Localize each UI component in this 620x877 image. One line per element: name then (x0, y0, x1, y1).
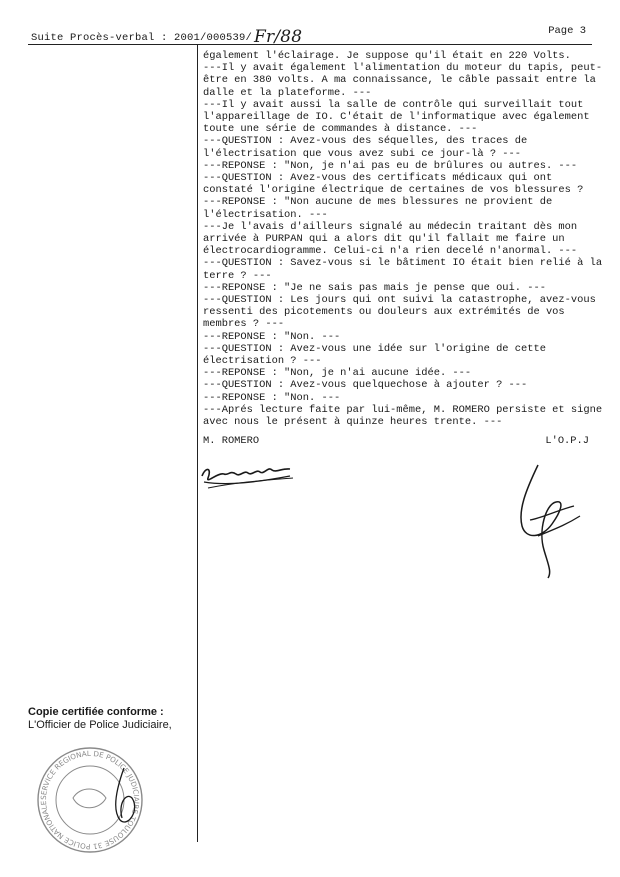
deposition-text (203, 50, 608, 428)
text-line: ---QUESTION : Savez-vous si le bâtiment IO était bien relié à la (203, 257, 603, 270)
deponent-signature (198, 452, 298, 492)
margin-rule (197, 44, 198, 842)
handwritten-reference: Fr/88 (254, 27, 303, 47)
text-line: ---REPONSE : "Non, je n'ai aucune idée. --- (203, 367, 472, 380)
certification-block (28, 706, 172, 732)
text-line: dalle et la plateforme. --- (203, 86, 372, 99)
text-line: ---QUESTION : Avez-vous des certificats médicaux qui ont (203, 172, 553, 185)
police-stamp (28, 740, 168, 860)
text-line: ---QUESTION : Avez-vous une idée sur l'origine de cette (203, 342, 546, 355)
text-line: être en 380 volts. A ma connaissance, le câble passait entre la (203, 74, 596, 87)
text-line: également l'éclairage. Je suppose qu'il était en 220 Volts. (203, 50, 571, 62)
text-line: l'appareillage de IO. C'était de l'informatique avec également (203, 111, 590, 124)
header-rule (28, 44, 592, 45)
signatory-officer: L'O.P.J (545, 435, 589, 447)
text-line: ---QUESTION : Avez-vous quelquechose à ajouter ? --- (203, 379, 528, 392)
text-line: avec nous le présent à quinze heures trente. --- (203, 416, 503, 429)
pv-reference (31, 25, 302, 45)
text-line: ---Il y avait également l'alimentation du moteur du tapis, peut- (203, 62, 603, 75)
text-line: ---REPONSE : "Non. --- (203, 330, 341, 343)
stamp-text: SERVICE REGIONAL DE POLICE JUDICIAIRE TOULOUSE 31 POLICE NATIONALE (38, 748, 142, 852)
text-line: ressenti des picotements ou douleurs aux extrémités de vos (203, 306, 565, 319)
text-line: constaté l'origine électrique de certaines de vos blessures ? (203, 184, 584, 197)
text-line: ---REPONSE : "Non, je n'ai pas eu de brûlures ou autres. --- (203, 159, 578, 172)
signatory-deponent: M. ROMERO (203, 435, 260, 447)
certification-title: Copie certifiée conforme : (28, 706, 164, 718)
text-line: arrivée à PURPAN qui a alors dit qu'il fallait me faire un (203, 233, 565, 246)
page-number: Page 3 (548, 25, 586, 37)
text-line: ---Je l'avais d'ailleurs signalé au médecin traitant dès mon (203, 220, 578, 233)
pv-reference-text: Suite Procès-verbal : 2001/000539/ (31, 32, 253, 44)
certification-officer: L'Officier de Police Judiciaire, (28, 719, 172, 731)
text-line: toute une série de commandes à distance. --- (203, 123, 478, 136)
text-line: électrisation ? --- (203, 355, 322, 368)
text-line: ---Il y avait aussi la salle de contrôle qui surveillait tout (203, 98, 584, 111)
text-line: ---QUESTION : Les jours qui ont suivi la catastrophe, avez-vous (203, 294, 596, 307)
text-line: ---REPONSE : "Je ne sais pas mais je pense que oui. --- (203, 281, 546, 294)
text-line: l'électrisation que vous avez subi ce jour-là ? --- (203, 147, 522, 160)
text-line: l'électrisation. --- (203, 208, 328, 221)
text-line: membres ? --- (203, 318, 285, 331)
text-line: ---Aprés lecture faite par lui-même, M. ROMERO persiste et signe (203, 403, 603, 416)
text-line: ---QUESTION : Avez-vous des séquelles, des traces de (203, 135, 528, 148)
text-line: ---REPONSE : "Non aucune de mes blessures ne provient de (203, 196, 553, 209)
text-line: terre ? --- (203, 269, 272, 282)
page-header (31, 22, 586, 47)
text-line: électrocardiogramme. Celui-ci n'a rien decelé n'anormal. --- (203, 245, 578, 258)
text-line: ---REPONSE : "Non. --- (203, 391, 341, 404)
officer-signature (508, 460, 588, 580)
